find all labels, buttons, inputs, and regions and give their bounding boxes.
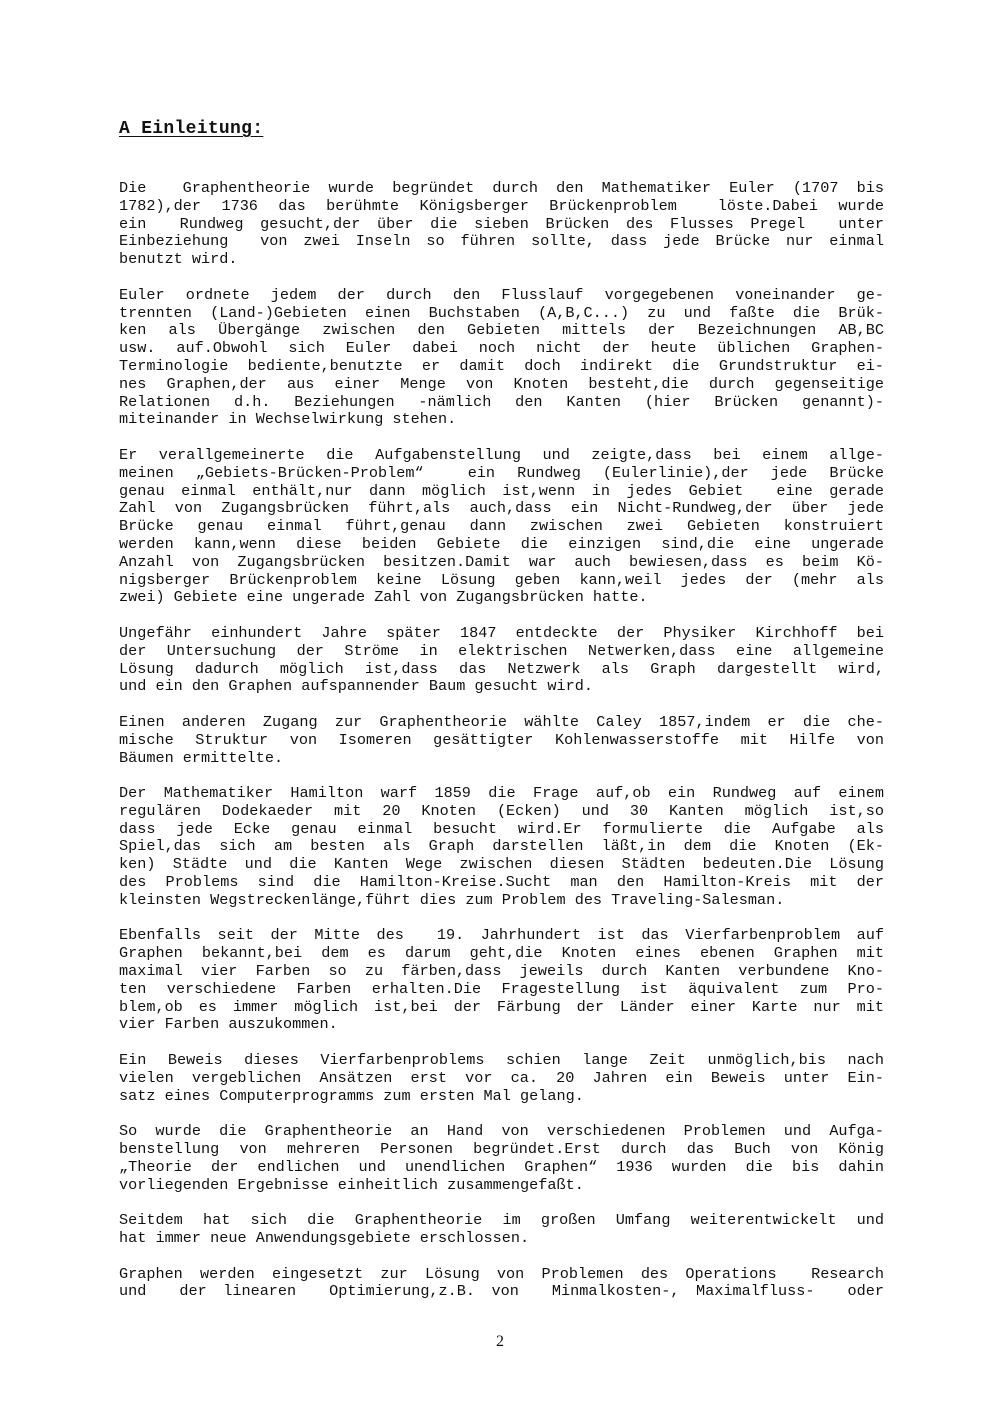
text-line: Spiel,das sich am besten als Graph darstellen läßt,in dem die Knoten (Ek- — [119, 837, 884, 856]
text-line: meinen „Gebiets-Brücken-Problem“ ein Rundweg (Eulerlinie),der jede Brücke — [119, 463, 884, 482]
text-line: usw. auf.Obwohl sich Euler dabei noch nicht der heute üblichen Graphen- — [119, 339, 884, 358]
text-line: und der linearen Optimierung,z.B. von Minmalkosten-, Maximalfluss- oder — [119, 1282, 884, 1301]
text-line: satz eines Computerprogramms zum ersten Mal gelang. — [119, 1086, 584, 1105]
paragraph — [119, 714, 884, 767]
paragraph — [119, 1212, 884, 1248]
text-line: Anzahl von Zugangsbrücken besitzen.Damit war auch bewiesen,dass es beim Kö- — [119, 552, 884, 571]
text-line: benutzt wird. — [119, 250, 238, 269]
text-line: So wurde die Graphentheorie an Hand von verschiedenen Problemen und Aufga- — [119, 1122, 884, 1141]
text-line: mische Struktur von Isomeren gesättigter Kohlenwasserstoffe mit Hilfe von — [119, 730, 884, 749]
text-line: Graphen bekannt,bei dem es darum geht,die Knoten eines ebenen Graphen mit — [119, 944, 884, 963]
text-line: hat immer neue Anwendungsgebiete erschlossen. — [119, 1229, 530, 1248]
text-line: Ebenfalls seit der Mitte des 19. Jahrhundert ist das Vierfarbenproblem auf — [119, 926, 884, 945]
page-number: 2 — [496, 1333, 504, 1350]
text-line: Die Graphentheorie wurde begründet durch den Mathematiker Euler (1707 bis — [119, 179, 884, 197]
text-line: Einen anderen Zugang zur Graphentheorie wählte Caley 1857,indem er die che- — [119, 712, 884, 731]
text-line: kleinsten Wegstreckenlänge,führt dies zum Problem des Traveling-Salesman. — [119, 890, 785, 909]
paragraph — [119, 180, 884, 269]
text-line: Lösung dadurch möglich ist,dass das Netzwerk als Graph dargestellt wird, — [119, 659, 884, 678]
text-line: Relationen d.h. Beziehungen -nämlich den Kanten (hier Brücken genannt)- — [119, 392, 884, 411]
paragraph — [119, 785, 884, 910]
text-line: ten verschiedene Farben erhalten.Die Fragestellung ist äquivalent zum Pro- — [119, 979, 884, 998]
text-line: des Problems sind die Hamilton-Kreise.Sucht man den Hamilton-Kreis mit der — [119, 873, 884, 892]
text-line: Brücke genau einmal führt,genau dann zwischen zwei Gebieten konstruiert — [119, 517, 884, 536]
text-line: miteinander in Wechselwirkung stehen. — [119, 410, 457, 429]
text-line: Er verallgemeinerte die Aufgabenstellung und zeigte,dass bei einem allge- — [119, 445, 884, 464]
text-line: genau einmal enthält,nur dann möglich ist,wenn in jedes Gebiet eine gerade — [119, 481, 884, 500]
text-line: Seitdem hat sich die Graphentheorie im großen Umfang weiterentwickelt und — [119, 1211, 884, 1230]
paragraph — [119, 447, 884, 607]
text-line: Der Mathematiker Hamilton warf 1859 die Frage auf,ob ein Rundweg auf einem — [119, 784, 884, 803]
text-line: Euler ordnete jedem der durch den Flusslauf vorgegebenen voneinander ge- — [119, 285, 884, 304]
text-line: nigsberger Brückenproblem keine Lösung geben kann,weil jedes der (mehr als — [119, 570, 884, 589]
text-line: der Untersuchung der Ströme in elektrischen Netwerken,dass eine allgemeine — [119, 641, 884, 660]
text-line: vorliegenden Ergebnisse einheitlich zusammengefaßt. — [119, 1175, 584, 1194]
text-line: vielen vergeblichen Ansätzen erst vor ca. 20 Jahren ein Beweis unter Ein- — [119, 1068, 884, 1087]
text-line: zwei) Gebiete eine ungerade Zahl von Zugangsbrücken hatte. — [119, 588, 648, 607]
text-line: Ein Beweis dieses Vierfarbenproblems schien lange Zeit unmöglich,bis nach — [119, 1051, 884, 1070]
text-line: ein Rundweg gesucht,der über die sieben Brücken des Flusses Pregel unter — [119, 214, 884, 233]
text-line: benstellung von mehreren Personen begründet.Erst durch das Buch von König — [119, 1140, 884, 1159]
text-line: Ungefähr einhundert Jahre später 1847 entdeckte der Physiker Kirchhoff bei — [119, 623, 884, 642]
text-line: maximal vier Farben so zu färben,dass jeweils durch Kanten verbundene Kno- — [119, 962, 884, 981]
text-line: und ein den Graphen aufspannender Baum gesucht wird. — [119, 677, 593, 696]
text-line: werden kann,wenn diese beiden Gebiete die einzigen sind,die eine ungerade — [119, 534, 884, 553]
text-line: Graphen werden eingesetzt zur Lösung von Problemen des Operations Research — [119, 1264, 884, 1283]
text-line: Zahl von Zugangsbrücken führt,als auch,dass ein Nicht-Rundweg,der über jede — [119, 499, 884, 518]
text-line: vier Farben auszukommen. — [119, 1015, 338, 1034]
text-line: regulären Dodekaeder mit 20 Knoten (Ecken) und 30 Kanten möglich ist,so — [119, 801, 884, 820]
paragraph — [119, 1266, 884, 1302]
text-line: ken) Städte und die Kanten Wege zwischen diesen Städten bedeuten.Die Lösung — [119, 855, 884, 874]
text-line: „Theorie der endlichen und unendlichen Graphen“ 1936 wurden die bis dahin — [119, 1157, 884, 1176]
text-line: ken als Übergänge zwischen den Gebieten mittels der Bezeichnungen AB,BC — [119, 321, 884, 340]
section-heading: A Einleitung: — [119, 119, 264, 139]
text-line: Einbeziehung von zwei Inseln so führen sollte, dass jede Brücke nur einmal — [119, 232, 884, 251]
paragraph — [119, 1052, 884, 1105]
body-text — [119, 180, 884, 1319]
text-line: 1782),der 1736 das berühmte Königsberger Brückenproblem löste.Dabei wurde — [119, 196, 884, 215]
text-line: trennten (Land-)Gebieten einen Buchstaben (A,B,C...) zu und faßte die Brük- — [119, 303, 884, 322]
paragraph — [119, 287, 884, 429]
text-line: Bäumen ermittelte. — [119, 748, 284, 767]
text-line: Terminologie bediente,benutzte er damit doch indirekt die Grundstruktur ei- — [119, 356, 884, 375]
text-line: blem,ob es immer möglich ist,bei der Färbung der Länder einer Karte nur mit — [119, 997, 884, 1016]
paragraph — [119, 625, 884, 696]
text-line: dass jede Ecke genau einmal besucht wird.Er formulierte die Aufgabe als — [119, 819, 884, 838]
text-line: nes Graphen,der aus einer Menge von Knoten besteht,die durch gegenseitige — [119, 374, 884, 393]
paragraph — [119, 1123, 884, 1194]
paragraph — [119, 927, 884, 1034]
